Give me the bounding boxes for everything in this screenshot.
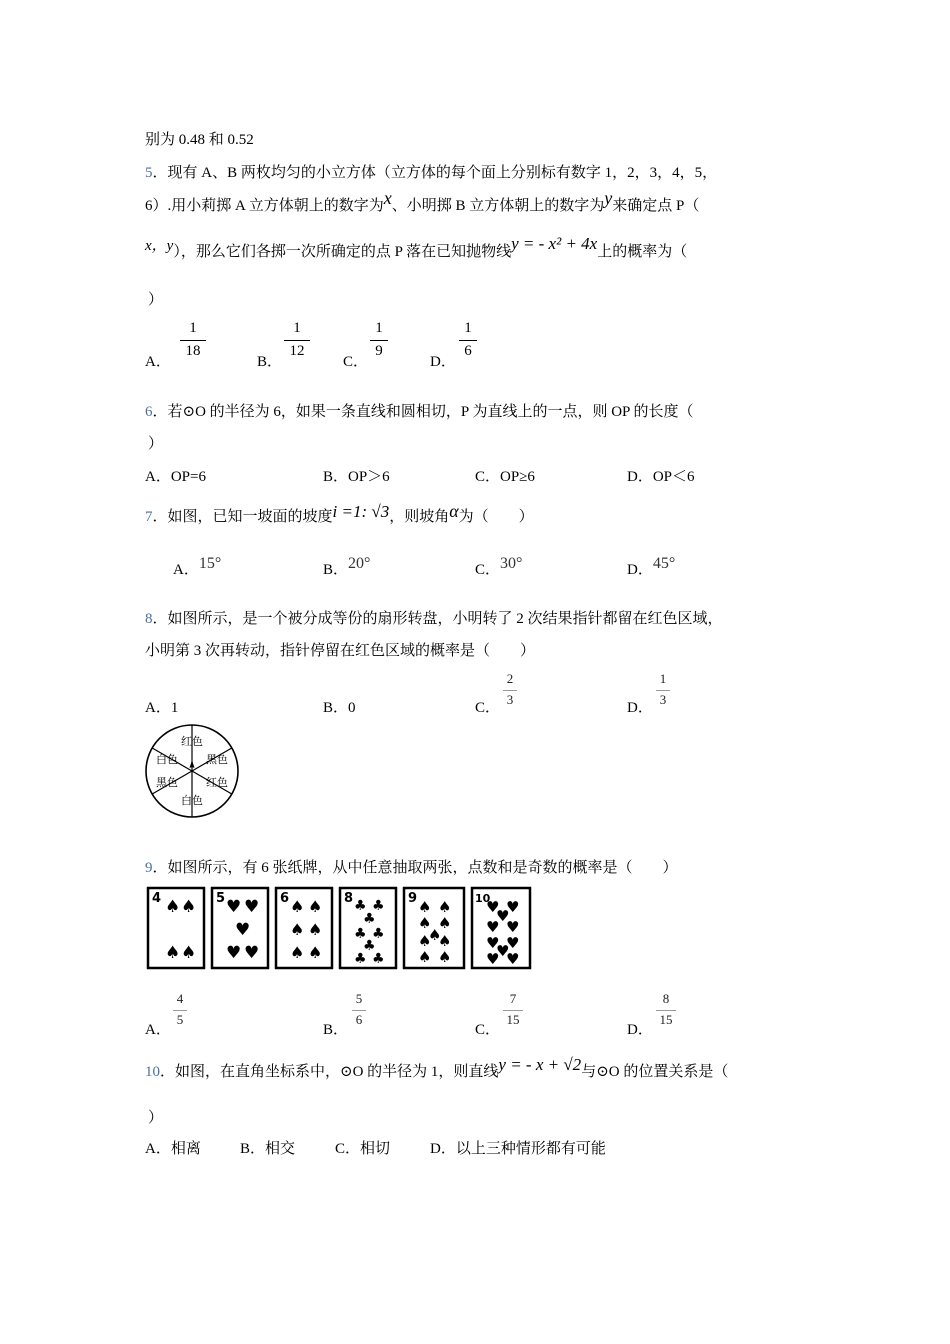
q10-line1: 10．如图，在直角坐标系中，⊙O 的半径为 1，则直线y = - x + √2与⊙O 的位置关系是（ — [145, 1055, 729, 1080]
card-5-hearts — [212, 888, 268, 968]
q7-line1: 7．如图，已知一坡面的坡度i =1: √3，则坡角α为（ ） — [145, 501, 534, 525]
sector-label: 红色 — [181, 735, 203, 748]
q6-line2: ） — [148, 436, 164, 452]
q7-option-c: C．30° — [475, 555, 523, 578]
sector-label: 红色 — [206, 776, 228, 789]
sector-label: 白色 — [181, 794, 203, 807]
svg-text:♥: ♥ — [226, 943, 242, 963]
svg-text:9: 9 — [408, 891, 418, 906]
q10-line2: ） — [148, 1110, 164, 1126]
q5-option-b-label: B． — [257, 354, 283, 370]
svg-text:♥: ♥ — [496, 942, 510, 960]
svg-text:♠: ♠ — [418, 914, 432, 932]
q5-line3: x，y），那么它们各掷一次所确定的点 P 落在已知抛物线y = - x² + 4x上的概率为（ — [145, 234, 688, 260]
q10-option-d: D．以上三种情形都有可能 — [430, 1141, 606, 1157]
svg-text:♠: ♠ — [438, 898, 452, 916]
svg-text:♠: ♠ — [165, 897, 181, 917]
svg-text:♠: ♠ — [418, 898, 432, 916]
svg-text:♠: ♠ — [418, 932, 432, 950]
svg-text:♠: ♠ — [308, 920, 323, 939]
svg-text:♣: ♣ — [354, 898, 367, 914]
q8-option-c-label: C． — [475, 700, 501, 716]
svg-text:♣: ♣ — [372, 898, 385, 914]
q6-option-c: C．OP≥6 — [475, 469, 535, 485]
svg-text:♠: ♠ — [290, 943, 305, 962]
q9-number: 9 — [145, 860, 153, 876]
svg-text:♠: ♠ — [181, 943, 197, 963]
svg-text:♠: ♠ — [428, 926, 442, 944]
svg-text:♠: ♠ — [438, 914, 452, 932]
q8-line1: 8．如图所示，是一个被分成等份的扇形转盘，小明转了 2 次结果指针都留在红色区域， — [145, 611, 723, 627]
svg-text:♥: ♥ — [244, 943, 260, 963]
q8-number: 8 — [145, 611, 153, 627]
card-10-hearts — [472, 888, 530, 968]
svg-text:♣: ♣ — [372, 951, 385, 967]
svg-text:8: 8 — [344, 891, 354, 906]
playing-cards-figure — [146, 886, 536, 972]
svg-text:♥: ♥ — [506, 950, 520, 968]
svg-text:♣: ♣ — [372, 926, 385, 942]
slope-ratio: i =1: √3 — [332, 502, 390, 521]
svg-text:♥: ♥ — [486, 918, 500, 936]
q5-line2: 6）.用小莉掷 A 立方体朝上的数字为x、小明掷 B 立方体朝上的数字为y来确定点 P（ — [145, 188, 700, 214]
svg-text:♥: ♥ — [486, 950, 500, 968]
sector-label: 黑色 — [206, 753, 228, 766]
svg-text:♠: ♠ — [290, 920, 305, 939]
q8-option-d-fraction: $\frac{1}{3}$ — [656, 672, 670, 707]
svg-text:4: 4 — [152, 891, 162, 906]
svg-text:♥: ♥ — [506, 918, 520, 936]
q10-option-b: B．相交 — [240, 1141, 296, 1157]
q5-option-b-fraction: $\frac{1}{12}$ — [284, 320, 310, 360]
q9-option-c-label: C． — [475, 1022, 501, 1038]
svg-text:6: 6 — [280, 891, 290, 906]
q5-option-d-fraction: $\frac{1}{6}$ — [459, 320, 477, 360]
svg-text:♠: ♠ — [418, 948, 432, 966]
q5-number: 5 — [145, 165, 153, 181]
var-y: y — [604, 188, 613, 208]
q5-option-a-label: A． — [145, 354, 171, 370]
q5-line1: 5．现有 A、B 两枚均匀的小立方体（立方体的每个面上分别标有数字 1，2，3，4，5， — [145, 165, 718, 181]
svg-text:♠: ♠ — [308, 943, 323, 962]
q8-option-b: B．0 — [323, 700, 356, 716]
svg-text:♠: ♠ — [438, 948, 452, 966]
q6-number: 6 — [145, 404, 153, 420]
parabola-equation: y = - x² + 4x — [511, 234, 598, 253]
q9-line1: 9．如图所示，有 6 张纸牌，从中任意抽取两张，点数和是奇数的概率是（ ） — [145, 860, 678, 876]
q9-option-b-fraction: $\frac{5}{6}$ — [352, 992, 366, 1027]
svg-text:10: 10 — [475, 892, 491, 905]
svg-text:♠: ♠ — [165, 943, 181, 963]
svg-text:♠: ♠ — [308, 897, 323, 916]
svg-text:♥: ♥ — [244, 897, 260, 917]
point-xy: x，y — [145, 238, 174, 254]
q6-option-d: D．OP＜6 — [627, 469, 695, 485]
svg-text:♠: ♠ — [438, 932, 452, 950]
q7-option-b: B．20° — [323, 555, 371, 578]
q10-option-a: A．相离 — [145, 1141, 201, 1157]
q5-option-c-fraction: $\frac{1}{9}$ — [370, 320, 388, 360]
q6-option-a: A．OP=6 — [145, 469, 206, 485]
q5-option-a-fraction: $\frac{1}{18}$ — [180, 320, 206, 360]
q7-option-a: A．15° — [173, 555, 222, 578]
q9-option-b-label: B． — [323, 1022, 349, 1038]
q9-option-d-label: D． — [627, 1022, 653, 1038]
q7-option-d: D．45° — [627, 555, 676, 578]
card-8-clubs — [340, 888, 396, 968]
svg-text:♠: ♠ — [181, 897, 197, 917]
q7-number: 7 — [145, 509, 153, 525]
sector-label: 白色 — [156, 753, 178, 766]
card-6-spades — [276, 888, 332, 968]
svg-text:5: 5 — [216, 891, 226, 906]
svg-text:♣: ♣ — [363, 938, 376, 954]
q5-option-c-label: C． — [343, 354, 369, 370]
svg-text:♥: ♥ — [235, 920, 251, 940]
card-4-spades — [148, 888, 204, 968]
q5-option-d-label: D． — [430, 354, 456, 370]
svg-text:♥: ♥ — [496, 907, 510, 925]
q5-line4: ） — [148, 292, 164, 308]
svg-text:♥: ♥ — [506, 934, 520, 952]
q9-option-a-fraction: $\frac{4}{5}$ — [173, 992, 187, 1027]
spinner-figure — [143, 722, 241, 820]
q10-option-c: C．相切 — [335, 1141, 391, 1157]
q8-line2: 小明第 3 次再转动，指针停留在红色区域的概率是（ ） — [145, 643, 536, 659]
q8-option-c-fraction: $\frac{2}{3}$ — [503, 672, 517, 707]
line-equation: y = - x + √2 — [498, 1055, 582, 1074]
svg-text:♥: ♥ — [506, 898, 520, 916]
q9-option-c-fraction: $\frac{7}{15}$ — [503, 992, 523, 1027]
intro-line: 别为 0.48 和 0.52 — [145, 132, 254, 148]
svg-text:♣: ♣ — [354, 926, 367, 942]
svg-text:♥: ♥ — [486, 934, 500, 952]
var-x: x — [383, 188, 392, 208]
svg-text:♠: ♠ — [290, 897, 305, 916]
q9-option-a-label: A． — [145, 1022, 171, 1038]
alpha-symbol: α — [449, 501, 459, 521]
q8-option-d-label: D． — [627, 700, 653, 716]
q8-option-a: A．1 — [145, 700, 179, 716]
svg-text:♥: ♥ — [486, 898, 500, 916]
q6-option-b: B．OP＞6 — [323, 469, 390, 485]
sector-label: 黑色 — [156, 776, 178, 789]
card-9-spades — [404, 888, 464, 968]
svg-text:♣: ♣ — [354, 951, 367, 967]
q6-line1: 6．若⊙O 的半径为 6，如果一条直线和圆相切，P 为直线上的一点，则 OP 的长度（ — [145, 404, 694, 420]
q9-option-d-fraction: $\frac{8}{15}$ — [656, 992, 676, 1027]
svg-text:♥: ♥ — [226, 897, 242, 917]
svg-text:♣: ♣ — [363, 911, 376, 927]
q10-number: 10 — [145, 1064, 160, 1080]
